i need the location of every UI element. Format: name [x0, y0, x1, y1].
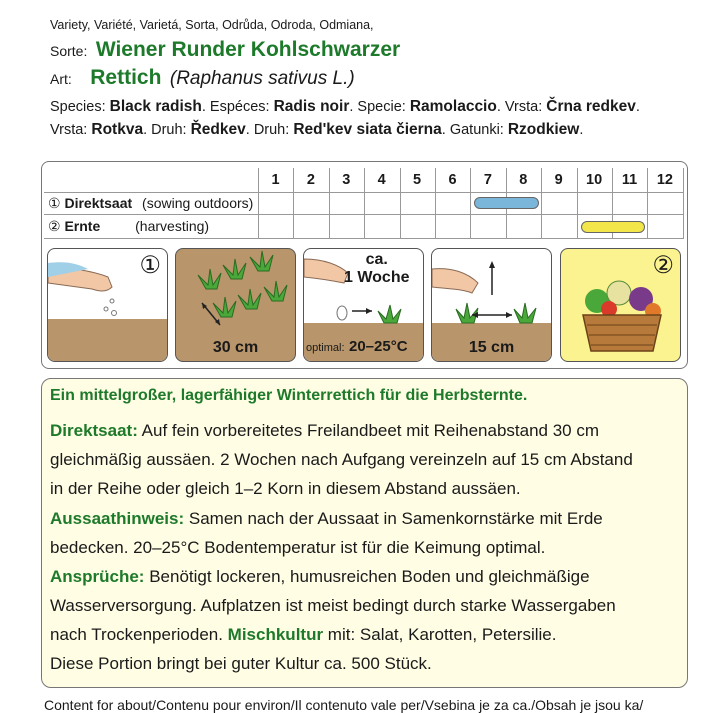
species-value: Rotkva [91, 121, 144, 138]
section-text: Samen nach der Aussaat in Samenkornstärke mit Erde [184, 509, 603, 528]
info-line: gleichmäßig aussäen. 2 Wochen nach Aufgang vereinzeln auf 15 cm Abstand [50, 450, 633, 469]
step-marker: ① [139, 252, 161, 279]
germination-time: ca. 1 Woche [344, 251, 410, 286]
art-latin: (Raphanus sativus L.) [169, 68, 355, 89]
temperature-value: 20–25°C [348, 338, 408, 355]
species-label: . [579, 122, 584, 138]
species-value: Rzodkiew [507, 121, 580, 138]
row-name: Ernte [64, 218, 101, 234]
step-marker: ② [652, 252, 674, 279]
month-8: 8 [519, 172, 528, 188]
month-2: 2 [306, 172, 315, 188]
month-7: 7 [483, 172, 492, 188]
sorte-value: Wiener Runder Kohlschwarzer [95, 38, 401, 61]
art-row [50, 66, 355, 90]
row-desc: (harvesting) [135, 218, 210, 234]
species-label: . Gatunki: [441, 122, 504, 138]
month-10: 10 [586, 172, 603, 188]
month-4: 4 [377, 172, 386, 188]
info-line [50, 625, 556, 645]
species-label: . [635, 99, 640, 115]
month-5: 5 [413, 172, 422, 188]
calendar-bar-sowing [474, 197, 539, 209]
species-label: . Specie: [349, 99, 406, 115]
info-line: Diese Portion bringt bei guter Kultur ca. 500 Stück. [50, 654, 432, 673]
species-row-1 [50, 98, 640, 116]
species-label: . Druh: [245, 122, 290, 138]
panel-thinning [431, 248, 552, 362]
instructions-box [41, 378, 688, 688]
info-line: Wasserversorgung. Aufplatzen ist meist bedingt durch starke Wassergaben [50, 596, 616, 615]
section-heading: Mischkultur [227, 625, 324, 644]
info-line [50, 509, 603, 529]
temperature-prefix: optimal: [306, 342, 345, 354]
sorte-label: Sorte: [50, 43, 88, 59]
info-line: in der Reihe oder gleich 1–2 Korn in diesem Abstand aussäen. [50, 479, 521, 498]
panel-harvest [560, 248, 681, 362]
row-spacing-label: 30 cm [212, 339, 259, 356]
info-headline: Ein mittelgroßer, lagerfähiger Winterrettich für die Herbsternte. [50, 387, 528, 404]
row-name: Direktsaat [64, 195, 133, 211]
art-value: Rettich [90, 66, 162, 89]
species-value: Red'kev siata čierna [293, 121, 442, 138]
month-9: 9 [554, 172, 563, 188]
month-1: 1 [271, 172, 280, 188]
sorte-row [50, 38, 400, 62]
panel-row-spacing [175, 248, 296, 362]
species-label: Species: [50, 99, 106, 115]
month-11: 11 [621, 172, 638, 188]
species-value: Ramolaccio [409, 98, 497, 115]
section-text: Benötigt lockeren, humusreichen Boden und gleichmäßige [144, 567, 590, 586]
month-6: 6 [448, 172, 457, 188]
section-heading: Direktsaat: [50, 421, 138, 440]
calendar-row-harvest [48, 218, 209, 235]
section-text: nach Trockenperioden. [50, 625, 228, 644]
footer-cut-text: Content for about/Contenu pour environ/Il contenuto vale per/Vsebina je za ca./Obsah je jsou ka/ [44, 697, 644, 713]
variety-line: Variety, Variété, Varietá, Sorta, Odrůda, Odroda, Odmiana, [50, 18, 374, 32]
section-heading: Ansprüche: [50, 567, 145, 586]
info-line [50, 567, 590, 587]
section-heading: Aussaathinweis: [50, 509, 185, 528]
species-label: . Vrsta: [496, 99, 543, 115]
row-desc: (sowing outdoors) [142, 195, 254, 211]
calendar-bar-harvest [581, 221, 646, 233]
species-label: . Druh: [143, 122, 187, 138]
species-label: Vrsta: [50, 122, 88, 138]
info-line [50, 421, 599, 441]
row-marker: ② [48, 218, 61, 234]
species-value: Black radish [109, 98, 202, 115]
section-text: mit: Salat, Karotten, Petersilie. [323, 625, 557, 644]
panel-germination [303, 248, 424, 362]
temperature-label [306, 338, 408, 356]
calendar-grid [42, 168, 687, 240]
sowing-calendar [41, 161, 688, 369]
species-label: . Espéces: [201, 99, 270, 115]
month-12: 12 [656, 172, 673, 188]
panel-sowing [47, 248, 168, 362]
info-line: bedecken. 20–25°C Bodentemperatur ist für die Keimung optimal. [50, 538, 546, 557]
plant-spacing-label: 15 cm [468, 339, 515, 356]
species-value: Črna redkev [546, 98, 636, 115]
row-marker: ① [48, 195, 61, 211]
month-3: 3 [342, 172, 351, 188]
art-label: Art: [50, 71, 72, 87]
species-row-2 [50, 121, 583, 139]
species-value: Ředkev [190, 121, 246, 138]
calendar-row-sowing [48, 195, 253, 212]
section-text: Auf fein vorbereitetes Freilandbeet mit Reihenabstand 30 cm [137, 421, 600, 440]
species-value: Radis noir [273, 98, 350, 115]
